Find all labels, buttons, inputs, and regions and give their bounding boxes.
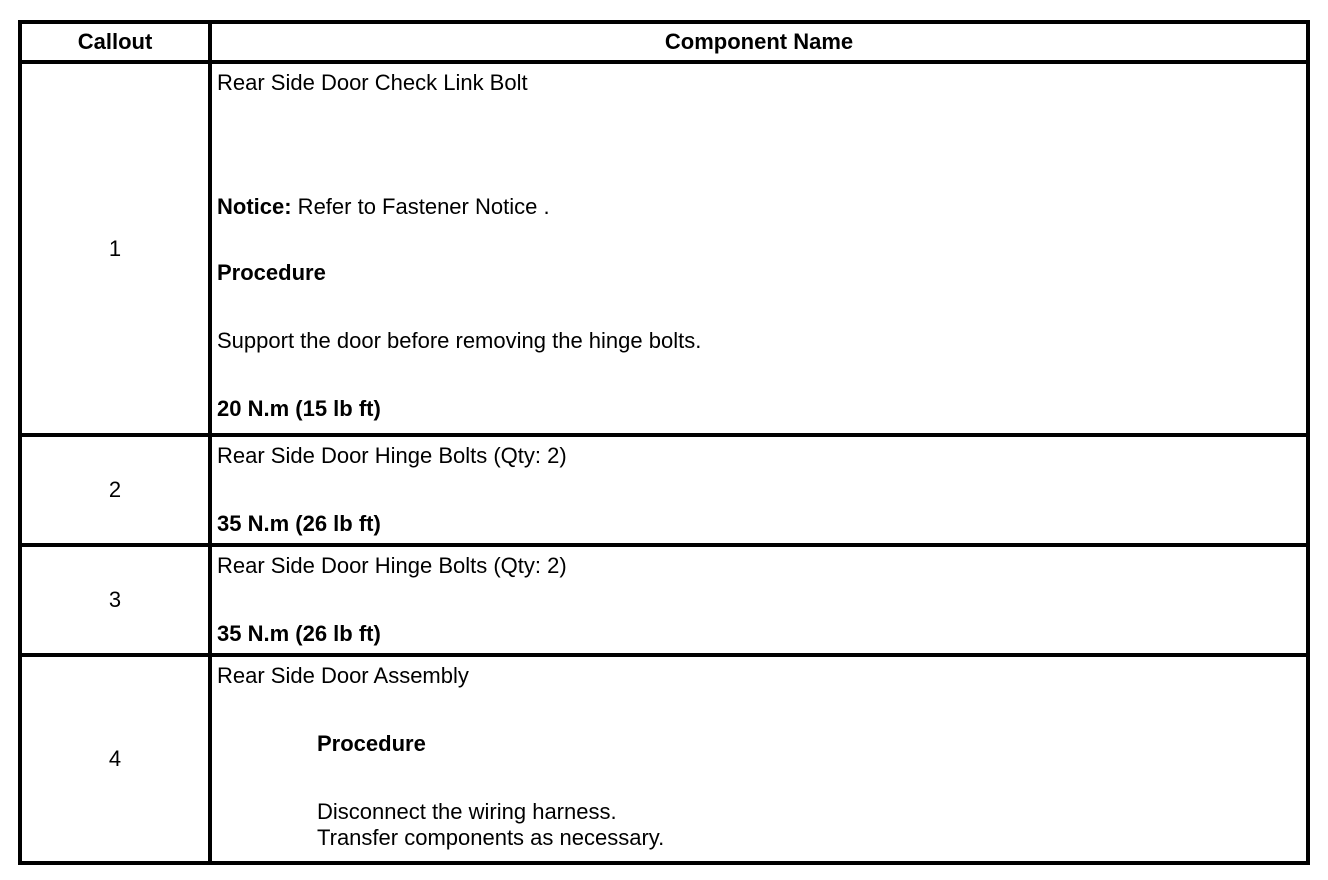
component-name: Rear Side Door Hinge Bolts (Qty: 2) xyxy=(217,443,567,468)
table-row xyxy=(20,435,1308,545)
procedure-step: Transfer components as necessary. xyxy=(317,825,665,850)
notice-line xyxy=(217,194,1306,220)
table-row xyxy=(20,62,1308,435)
procedure-step: Support the door before removing the hinge bolts. xyxy=(217,328,702,353)
component-cell xyxy=(210,545,1308,655)
procedure-heading: Procedure xyxy=(217,260,326,285)
callout-number: 3 xyxy=(20,545,210,655)
torque-spec: 35 N.m (26 lb ft) xyxy=(217,511,381,536)
component-cell xyxy=(210,435,1308,545)
header-component-name: Component Name xyxy=(210,22,1308,62)
component-cell xyxy=(210,62,1308,435)
torque-spec: 35 N.m (26 lb ft) xyxy=(217,621,381,646)
component-name: Rear Side Door Check Link Bolt xyxy=(217,70,528,95)
callout-number: 1 xyxy=(20,62,210,435)
component-name: Rear Side Door Hinge Bolts (Qty: 2) xyxy=(217,553,567,578)
callout-number: 2 xyxy=(20,435,210,545)
header-callout: Callout xyxy=(20,22,210,62)
callout-number: 4 xyxy=(20,655,210,863)
header-row xyxy=(20,22,1308,62)
component-table xyxy=(18,20,1310,865)
procedure-heading: Procedure xyxy=(317,731,426,756)
component-name: Rear Side Door Assembly xyxy=(217,663,469,688)
table-row xyxy=(20,655,1308,863)
notice-text: Refer to Fastener Notice . xyxy=(291,194,550,219)
notice-label: Notice: xyxy=(217,194,292,219)
procedure-step: Disconnect the wiring harness. xyxy=(317,799,617,824)
component-cell xyxy=(210,655,1308,863)
table-row xyxy=(20,545,1308,655)
torque-spec: 20 N.m (15 lb ft) xyxy=(217,396,381,421)
